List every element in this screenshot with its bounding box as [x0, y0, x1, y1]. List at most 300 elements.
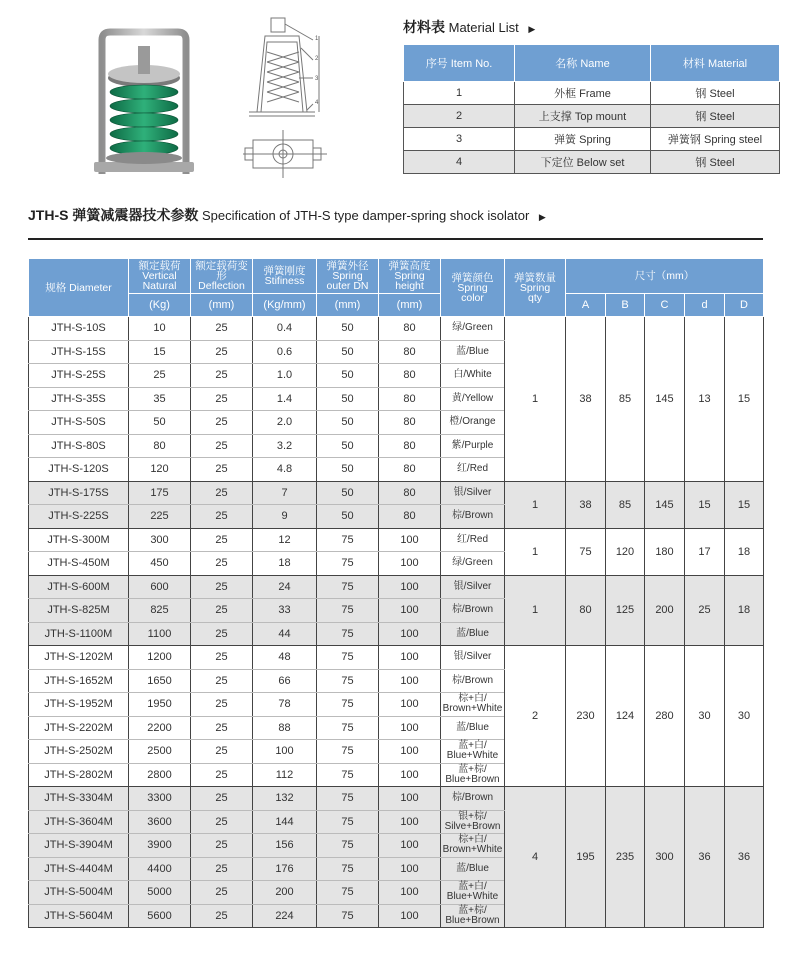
cell-load: 300 — [129, 528, 191, 552]
material-row — [404, 128, 780, 151]
cell-dim-small-d: 30 — [685, 646, 725, 787]
header-stiffness — [253, 259, 317, 294]
cell-spring-dn: 75 — [317, 904, 379, 928]
cell-diameter: JTH-S-1652M — [29, 669, 129, 693]
cell-load: 35 — [129, 387, 191, 411]
cell-stiffness: 24 — [253, 575, 317, 599]
cell-spring-height: 100 — [379, 599, 441, 623]
material-row — [404, 82, 780, 105]
color-line: 银+棕/ — [458, 810, 487, 822]
header-dim-c: C — [645, 294, 685, 317]
cell-spring-color — [441, 458, 505, 482]
cell-spring-color — [441, 740, 505, 764]
color-line: 蓝+白/ — [458, 881, 487, 893]
cell-stiffness: 0.6 — [253, 340, 317, 364]
cell-dim-a: 38 — [566, 481, 606, 528]
cell-deflection: 25 — [191, 834, 253, 858]
header-unit: (mm) — [379, 294, 441, 317]
cell-spring-dn: 50 — [317, 387, 379, 411]
cell-dim-d: 18 — [725, 528, 764, 575]
cell-diameter: JTH-S-1202M — [29, 646, 129, 670]
table-row — [29, 575, 764, 599]
material-title-cn: 材料表 — [403, 19, 445, 35]
cell-spring-dn: 50 — [317, 340, 379, 364]
header-dim-b: B — [606, 294, 645, 317]
cell-spring-color — [441, 857, 505, 881]
header-deflection — [191, 259, 253, 294]
cell-stiffness: 100 — [253, 740, 317, 764]
cell-spring-height: 100 — [379, 693, 441, 717]
header-spring-dn — [317, 259, 379, 294]
cell-spring-dn: 50 — [317, 317, 379, 341]
cell-deflection: 25 — [191, 787, 253, 811]
cell-dim-b: 125 — [606, 575, 645, 646]
cell-stiffness: 112 — [253, 763, 317, 787]
cell-dim-d: 15 — [725, 481, 764, 528]
color-line: 绿/Green — [452, 322, 493, 334]
color-line: 银/Silver — [453, 486, 492, 498]
header-line: Spring — [457, 281, 488, 294]
cell-spring-color — [441, 481, 505, 505]
header-line: Spring — [332, 270, 363, 282]
cell-dim-a: 230 — [566, 646, 606, 787]
cell-spring-color — [441, 787, 505, 811]
cell-spring-qty: 1 — [505, 481, 566, 528]
color-line: 紫/Purple — [451, 439, 494, 451]
cell-deflection: 25 — [191, 575, 253, 599]
cell-dim-c: 145 — [645, 317, 685, 482]
cell-spring-dn: 75 — [317, 693, 379, 717]
cell-load: 825 — [129, 599, 191, 623]
cell-diameter: JTH-S-35S — [29, 387, 129, 411]
cell-spring-dn: 75 — [317, 787, 379, 811]
header-dim-small-d: d — [685, 294, 725, 317]
cell-dim-c: 300 — [645, 787, 685, 928]
cell-stiffness: 1.4 — [253, 387, 317, 411]
header-line: height — [395, 280, 424, 292]
cell-load: 5000 — [129, 881, 191, 905]
header-line: Vertical — [142, 270, 177, 282]
cell-spring-color — [441, 763, 505, 787]
cell-deflection: 25 — [191, 434, 253, 458]
cell-spring-height: 100 — [379, 575, 441, 599]
spring-isolator-photo — [88, 26, 200, 176]
cell-dim-small-d: 17 — [685, 528, 725, 575]
cell-diameter: JTH-S-225S — [29, 505, 129, 529]
material-header-material: 材料 Material — [651, 45, 780, 82]
header-line: outer DN — [326, 280, 369, 292]
cell-load: 3300 — [129, 787, 191, 811]
cell-diameter: JTH-S-50S — [29, 411, 129, 435]
cell-spring-height: 80 — [379, 340, 441, 364]
cell-diameter: JTH-S-3304M — [29, 787, 129, 811]
cell-stiffness: 176 — [253, 857, 317, 881]
cell-spring-color — [441, 904, 505, 928]
cell-spring-height: 100 — [379, 834, 441, 858]
material-title-en: Material List — [448, 20, 519, 35]
cell-spring-height: 80 — [379, 317, 441, 341]
cell-dim-a: 80 — [566, 575, 606, 646]
material-cell: 钢 Steel — [651, 151, 780, 174]
cell-diameter: JTH-S-80S — [29, 434, 129, 458]
cell-load: 5600 — [129, 904, 191, 928]
cell-load: 3600 — [129, 810, 191, 834]
triangle-right-icon: ▶ — [538, 212, 546, 222]
header-dim-a: A — [566, 294, 606, 317]
cell-spring-dn: 75 — [317, 622, 379, 646]
color-line: 绿/Green — [452, 557, 493, 569]
cell-spring-color — [441, 693, 505, 717]
cell-spring-dn: 75 — [317, 716, 379, 740]
cell-spring-height: 100 — [379, 669, 441, 693]
cell-diameter: JTH-S-600M — [29, 575, 129, 599]
color-line: Blue+Brown — [445, 914, 500, 926]
material-cell: 弹簧钢 Spring steel — [651, 128, 780, 151]
color-line: Blue+Brown — [445, 773, 500, 785]
cell-deflection: 25 — [191, 904, 253, 928]
cell-spring-color — [441, 599, 505, 623]
cell-deflection: 25 — [191, 552, 253, 576]
header-dimension: 尺寸（mm） — [566, 259, 764, 294]
cell-load: 450 — [129, 552, 191, 576]
cell-deflection: 25 — [191, 716, 253, 740]
cell-load: 175 — [129, 481, 191, 505]
cell-spring-color — [441, 411, 505, 435]
cell-diameter: JTH-S-3604M — [29, 810, 129, 834]
cell-spring-color — [441, 716, 505, 740]
cell-spring-color — [441, 434, 505, 458]
cell-diameter: JTH-S-5604M — [29, 904, 129, 928]
cell-deflection: 25 — [191, 622, 253, 646]
cell-deflection: 25 — [191, 505, 253, 529]
spec-table-body — [29, 317, 764, 928]
material-header-item: 序号 Item No. — [404, 45, 515, 82]
cell-spring-color — [441, 646, 505, 670]
cell-diameter: JTH-S-25S — [29, 364, 129, 388]
drawing-label-1: 1 — [315, 36, 319, 42]
header-line: Natural — [142, 280, 177, 292]
cell-spring-height: 100 — [379, 881, 441, 905]
cell-spring-height: 80 — [379, 387, 441, 411]
cell-deflection: 25 — [191, 857, 253, 881]
cell-spring-color — [441, 317, 505, 341]
cell-diameter: JTH-S-10S — [29, 317, 129, 341]
table-row — [29, 481, 764, 505]
header-line: 弹簧数量 — [514, 271, 556, 284]
header-line: Spring — [394, 270, 425, 282]
header-line: qty — [527, 291, 542, 304]
cell-spring-height: 100 — [379, 528, 441, 552]
cell-load: 1650 — [129, 669, 191, 693]
header-line: 弹簧高度 — [388, 260, 431, 272]
triangle-right-icon: ▶ — [528, 24, 536, 34]
color-line: 蓝/Blue — [456, 345, 489, 357]
cell-spring-height: 100 — [379, 810, 441, 834]
cell-spring-height: 100 — [379, 622, 441, 646]
cell-spring-height: 100 — [379, 716, 441, 740]
material-cell: 2 — [404, 105, 515, 128]
cell-spring-color — [441, 834, 505, 858]
header-spring-color — [441, 259, 505, 317]
cell-spring-height: 80 — [379, 505, 441, 529]
cell-stiffness: 66 — [253, 669, 317, 693]
header-diameter: 规格 Diameter — [29, 259, 129, 317]
cell-spring-dn: 75 — [317, 763, 379, 787]
cell-stiffness: 7 — [253, 481, 317, 505]
cell-diameter: JTH-S-1952M — [29, 693, 129, 717]
cell-deflection: 25 — [191, 317, 253, 341]
material-row — [404, 105, 780, 128]
cell-deflection: 25 — [191, 458, 253, 482]
cell-spring-dn: 75 — [317, 740, 379, 764]
cell-dim-small-d: 25 — [685, 575, 725, 646]
cell-diameter: JTH-S-5004M — [29, 881, 129, 905]
material-cell: 4 — [404, 151, 515, 174]
drawing-label-2: 2 — [315, 56, 319, 62]
cell-spring-color — [441, 387, 505, 411]
cell-dim-b: 85 — [606, 481, 645, 528]
header-line: Spring — [519, 281, 551, 294]
spec-title-en: Specification of JTH-S type damper-spring shock isolator — [201, 208, 530, 223]
cell-deflection: 25 — [191, 881, 253, 905]
cell-spring-height: 100 — [379, 763, 441, 787]
color-line: 蓝/Blue — [456, 721, 489, 733]
header-spring-height — [379, 259, 441, 294]
cell-dim-b: 235 — [606, 787, 645, 928]
color-line: 棕/Brown — [451, 674, 494, 686]
cell-spring-dn: 75 — [317, 669, 379, 693]
drawing-label-3: 3 — [315, 76, 319, 82]
cell-stiffness: 3.2 — [253, 434, 317, 458]
color-line: 棕+白/ — [458, 693, 487, 705]
spec-title-cn: JTH-S 弹簧减震器技术参数 — [28, 207, 199, 223]
cell-load: 15 — [129, 340, 191, 364]
cell-diameter: JTH-S-1100M — [29, 622, 129, 646]
cell-diameter: JTH-S-450M — [29, 552, 129, 576]
cell-spring-height: 100 — [379, 904, 441, 928]
material-cell: 外框 Frame — [515, 82, 651, 105]
cell-dim-b: 120 — [606, 528, 645, 575]
header-line: 弹簧刚度 — [263, 265, 306, 277]
color-line: 白/White — [453, 369, 492, 381]
cell-diameter: JTH-S-3904M — [29, 834, 129, 858]
cell-dim-c: 280 — [645, 646, 685, 787]
cell-stiffness: 144 — [253, 810, 317, 834]
cell-load: 2800 — [129, 763, 191, 787]
cell-deflection: 25 — [191, 481, 253, 505]
header-line: 额定载荷变形 — [195, 260, 248, 282]
header-line: 弹簧外径 — [326, 260, 369, 272]
cell-dim-small-d: 15 — [685, 481, 725, 528]
cell-deflection: 25 — [191, 763, 253, 787]
cell-spring-dn: 75 — [317, 599, 379, 623]
cell-stiffness: 33 — [253, 599, 317, 623]
color-line: 蓝+白/ — [458, 740, 487, 752]
color-line: Blue+White — [446, 750, 499, 762]
technical-drawing — [243, 12, 343, 184]
table-row — [29, 317, 764, 341]
table-row — [29, 787, 764, 811]
cell-stiffness: 156 — [253, 834, 317, 858]
cell-dim-b: 124 — [606, 646, 645, 787]
color-line: 橙/Orange — [449, 416, 496, 428]
cell-spring-height: 80 — [379, 481, 441, 505]
cell-spring-height: 80 — [379, 411, 441, 435]
cell-spring-color — [441, 669, 505, 693]
color-line: 棕/Brown — [451, 792, 494, 804]
cell-load: 25 — [129, 364, 191, 388]
cell-load: 2500 — [129, 740, 191, 764]
cell-spring-height: 80 — [379, 434, 441, 458]
cell-spring-color — [441, 622, 505, 646]
cell-deflection: 25 — [191, 387, 253, 411]
color-line: Blue+White — [446, 891, 499, 903]
cell-spring-color — [441, 810, 505, 834]
cell-stiffness: 44 — [253, 622, 317, 646]
cell-deflection: 25 — [191, 411, 253, 435]
material-cell: 1 — [404, 82, 515, 105]
cell-diameter: JTH-S-2502M — [29, 740, 129, 764]
color-line: 棕/Brown — [451, 510, 494, 522]
color-line: 蓝+棕/ — [458, 904, 487, 916]
cell-load: 1950 — [129, 693, 191, 717]
cell-diameter: JTH-S-175S — [29, 481, 129, 505]
cell-load: 600 — [129, 575, 191, 599]
cell-spring-dn: 75 — [317, 810, 379, 834]
header-unit: (mm) — [317, 294, 379, 317]
cell-stiffness: 48 — [253, 646, 317, 670]
color-line: 银/Silver — [453, 651, 492, 663]
cell-deflection: 25 — [191, 669, 253, 693]
cell-diameter: JTH-S-825M — [29, 599, 129, 623]
cell-stiffness: 18 — [253, 552, 317, 576]
cell-dim-a: 38 — [566, 317, 606, 482]
color-line: 银/Silver — [453, 580, 492, 592]
cell-spring-height: 100 — [379, 552, 441, 576]
cell-spring-dn: 75 — [317, 528, 379, 552]
drawing-label-4: 4 — [315, 100, 319, 106]
cell-deflection: 25 — [191, 599, 253, 623]
cell-stiffness: 78 — [253, 693, 317, 717]
cell-spring-height: 80 — [379, 458, 441, 482]
cell-spring-color — [441, 552, 505, 576]
cell-spring-color — [441, 575, 505, 599]
color-line: 蓝/Blue — [456, 862, 489, 874]
cell-load: 3900 — [129, 834, 191, 858]
cell-dim-d: 36 — [725, 787, 764, 928]
color-line: Brown+White — [442, 844, 503, 856]
cell-dim-b: 85 — [606, 317, 645, 482]
header-line: Stifiness — [264, 275, 305, 287]
cell-spring-dn: 75 — [317, 881, 379, 905]
cell-spring-height: 100 — [379, 857, 441, 881]
cell-spring-qty: 1 — [505, 317, 566, 482]
cell-dim-small-d: 13 — [685, 317, 725, 482]
cell-diameter: JTH-S-4404M — [29, 857, 129, 881]
cell-load: 1200 — [129, 646, 191, 670]
cell-dim-a: 75 — [566, 528, 606, 575]
cell-spring-height: 100 — [379, 646, 441, 670]
cell-stiffness: 9 — [253, 505, 317, 529]
cell-dim-d: 15 — [725, 317, 764, 482]
cell-spring-height: 100 — [379, 740, 441, 764]
cell-stiffness: 88 — [253, 716, 317, 740]
cell-spring-dn: 50 — [317, 481, 379, 505]
cell-dim-small-d: 36 — [685, 787, 725, 928]
cell-deflection: 25 — [191, 693, 253, 717]
header-load — [129, 259, 191, 294]
cell-spring-height: 80 — [379, 364, 441, 388]
cell-spring-color — [441, 364, 505, 388]
material-table — [403, 44, 780, 174]
cell-spring-color — [441, 505, 505, 529]
cell-stiffness: 132 — [253, 787, 317, 811]
table-row — [29, 528, 764, 552]
cell-deflection: 25 — [191, 646, 253, 670]
cell-spring-dn: 50 — [317, 364, 379, 388]
cell-spring-color — [441, 881, 505, 905]
cell-spring-dn: 50 — [317, 434, 379, 458]
cell-deflection: 25 — [191, 740, 253, 764]
cell-spring-dn: 75 — [317, 552, 379, 576]
cell-dim-d: 18 — [725, 575, 764, 646]
material-cell: 钢 Steel — [651, 82, 780, 105]
cell-load: 2200 — [129, 716, 191, 740]
cell-load: 4400 — [129, 857, 191, 881]
cell-diameter: JTH-S-2202M — [29, 716, 129, 740]
divider — [28, 238, 763, 240]
cell-deflection: 25 — [191, 364, 253, 388]
cell-load: 50 — [129, 411, 191, 435]
cell-dim-d: 30 — [725, 646, 764, 787]
color-line: 红/Red — [456, 463, 489, 475]
color-line: Silve+Brown — [444, 820, 501, 832]
cell-spring-color — [441, 340, 505, 364]
cell-stiffness: 2.0 — [253, 411, 317, 435]
material-list-title — [403, 17, 535, 37]
cell-spring-dn: 75 — [317, 857, 379, 881]
header-unit: (Kg) — [129, 294, 191, 317]
cell-spring-qty: 4 — [505, 787, 566, 928]
cell-spring-dn: 50 — [317, 411, 379, 435]
cell-spring-qty: 1 — [505, 575, 566, 646]
header-dim-d: D — [725, 294, 764, 317]
material-row — [404, 151, 780, 174]
cell-diameter: JTH-S-15S — [29, 340, 129, 364]
color-line: 蓝/Blue — [456, 627, 489, 639]
cell-spring-dn: 75 — [317, 646, 379, 670]
material-cell: 3 — [404, 128, 515, 151]
cell-spring-height: 100 — [379, 787, 441, 811]
cell-stiffness: 224 — [253, 904, 317, 928]
material-cell: 弹簧 Spring — [515, 128, 651, 151]
color-line: 黄/Yellow — [451, 392, 494, 404]
cell-stiffness: 4.8 — [253, 458, 317, 482]
cell-deflection: 25 — [191, 340, 253, 364]
cell-load: 80 — [129, 434, 191, 458]
table-row — [29, 646, 764, 670]
color-line: 棕+白/ — [458, 834, 487, 846]
header-unit: (mm) — [191, 294, 253, 317]
cell-spring-qty: 2 — [505, 646, 566, 787]
cell-dim-c: 145 — [645, 481, 685, 528]
header-line: Deflection — [198, 280, 245, 292]
color-line: 棕/Brown — [451, 604, 494, 616]
cell-load: 1100 — [129, 622, 191, 646]
cell-dim-a: 195 — [566, 787, 606, 928]
header-unit: (Kg/mm) — [253, 294, 317, 317]
cell-spring-dn: 50 — [317, 505, 379, 529]
